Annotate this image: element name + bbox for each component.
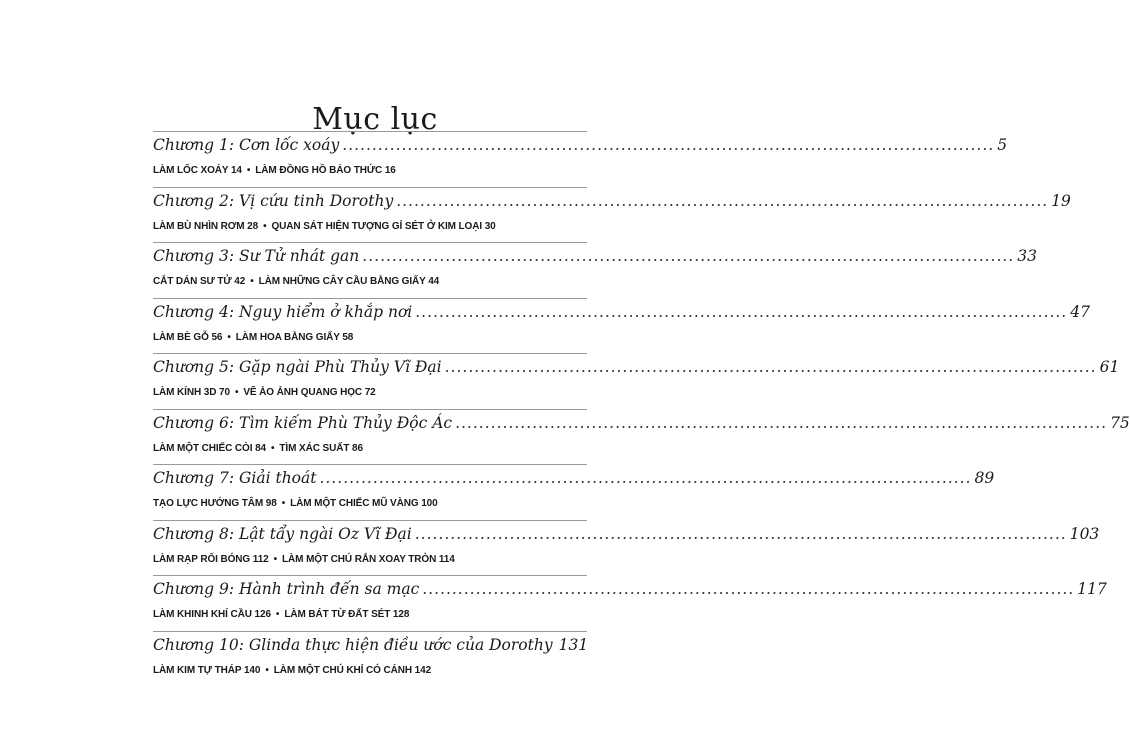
chapter-line[interactable] (153, 580, 1107, 598)
table-of-contents (153, 131, 1130, 686)
activity-item: LÀM BÙ NHÌN RƠM 28 (153, 220, 259, 232)
page-number: 19 (1051, 191, 1071, 210)
dot-leader: .............................................................................................................. (414, 524, 1067, 543)
toc-entry-chapter-6 (153, 409, 1130, 465)
activity-item: TÌM XÁC SUẤT 86 (279, 442, 363, 454)
activity-item: LÀM LỐC XOÁY 14 (153, 165, 242, 176)
toc-entry-chapter-8 (153, 520, 1100, 576)
activity-item: LÀM MỘT CHÚ RẮN XOAY TRÒN 114 (282, 553, 455, 565)
bullet-separator: • (263, 220, 267, 232)
bullet-separator: • (234, 387, 239, 398)
page-number: 75 (1110, 413, 1130, 432)
toc-entry-chapter-7 (153, 464, 995, 520)
page-number: 61 (1099, 358, 1120, 376)
bullet-separator: • (227, 331, 231, 343)
dot-leader: .............................................................................................................. (422, 580, 1075, 598)
activity-item: LÀM MỘT CHIẾC MŨ VÀNG 100 (290, 498, 438, 509)
page-title: Mục lục (312, 102, 438, 138)
activity-item: LÀM NHỮNG CÂY CẦU BẰNG GIẤY 44 (258, 276, 440, 287)
chapter-line[interactable] (153, 136, 1008, 154)
dot-leader: .............................................................................................................. (396, 191, 1049, 210)
bullet-separator: • (271, 442, 275, 454)
activity-item: LÀM KHINH KHÍ CẦU 126 (153, 609, 271, 620)
toc-entry-chapter-5 (153, 353, 1120, 409)
page-number: 89 (974, 469, 995, 487)
page-number: 103 (1069, 524, 1100, 543)
toc-entry-chapter-3 (153, 242, 1038, 298)
chapter-title: Chương 2: Vị cứu tinh Dorothy (153, 191, 394, 210)
chapter-activities (153, 443, 363, 454)
chapter-title: Chương 1: Cơn lốc xoáy (153, 136, 340, 154)
page-number: 131 (558, 635, 589, 654)
activity-item: LÀM KÍNH 3D 70 (153, 387, 230, 398)
activity-item: LÀM HOA BẰNG GIẤY 58 (235, 331, 354, 343)
chapter-activities (153, 665, 431, 676)
activity-item: QUAN SÁT HIỆN TƯỢNG GỈ SÉT Ở KIM LOẠI 30 (271, 220, 496, 232)
chapter-line[interactable] (153, 636, 587, 654)
dot-leader: .............................................................................................................. (319, 469, 972, 487)
chapter-activities (153, 165, 396, 176)
toc-entry-chapter-1 (153, 131, 1008, 187)
bullet-separator: • (265, 664, 269, 676)
activity-item: LÀM KIM TỰ THÁP 140 (153, 664, 261, 676)
bullet-separator: • (273, 553, 278, 565)
activity-item: TẠO LỰC HƯỚNG TÂM 98 (153, 498, 277, 509)
chapter-activities (153, 387, 376, 398)
dot-leader: .............................................................................................................. (455, 413, 1108, 432)
chapter-activities (153, 221, 496, 232)
activity-item: LÀM RẠP RỐI BÓNG 112 (153, 553, 269, 565)
dot-leader: .............................................................................................................. (415, 302, 1068, 321)
chapter-line[interactable] (153, 247, 1038, 265)
toc-entry-chapter-2 (153, 187, 1071, 243)
bullet-separator: • (281, 498, 286, 509)
chapter-line[interactable] (153, 469, 995, 487)
dot-leader: .............................................................................................................. (444, 358, 1097, 376)
chapter-title: Chương 6: Tìm kiếm Phù Thủy Độc Ác (153, 413, 453, 432)
dot-leader: .............................................................................................................. (362, 247, 1015, 265)
page-number: 47 (1070, 302, 1090, 321)
chapter-line[interactable] (153, 413, 1130, 432)
toc-entry-chapter-9 (153, 575, 1107, 631)
chapter-title: Chương 8: Lật tẩy ngài Oz Vĩ Đại (153, 524, 412, 543)
bullet-separator: • (275, 609, 280, 620)
activity-item: LÀM BÈ GỖ 56 (153, 331, 223, 343)
dot-leader: .............................................................................................................. (342, 136, 995, 154)
chapter-activities (153, 332, 353, 343)
activity-item: LÀM MỘT CHIẾC CÒI 84 (153, 442, 267, 454)
chapter-line[interactable] (153, 524, 1100, 543)
activity-item: VẼ ẢO ẢNH QUANG HỌC 72 (243, 387, 376, 398)
chapter-activities (153, 609, 409, 620)
page-number: 5 (997, 136, 1008, 154)
chapter-title: Chương 5: Gặp ngài Phù Thủy Vĩ Đại (153, 358, 442, 376)
page-number: 33 (1017, 247, 1038, 265)
chapter-activities (153, 498, 438, 509)
activity-item: CẮT DÁN SƯ TỬ 42 (153, 276, 246, 287)
activity-item: LÀM MỘT CHÚ KHỈ CÓ CÁNH 142 (273, 664, 432, 676)
chapter-title: Chương 3: Sư Tử nhát gan (153, 247, 360, 265)
bullet-separator: • (250, 276, 254, 287)
chapter-title: Chương 4: Nguy hiểm ở khắp nơi (153, 302, 413, 321)
activity-item: LÀM BÁT TỪ ĐẤT SÉT 128 (284, 609, 410, 620)
bullet-separator: • (246, 165, 251, 176)
activity-item: LÀM ĐỒNG HỒ BÁO THỨC 16 (255, 165, 396, 176)
toc-entry-chapter-4 (153, 298, 1090, 354)
chapter-line[interactable] (153, 358, 1120, 376)
toc-entry-chapter-10 (153, 631, 587, 687)
chapter-line[interactable] (153, 302, 1090, 321)
chapter-activities (153, 276, 439, 287)
page-number: 117 (1077, 580, 1107, 598)
chapter-title: Chương 7: Giải thoát (153, 469, 317, 487)
chapter-title: Chương 10: Glinda thực hiện điều ước của Dorothy (153, 635, 553, 654)
chapter-line[interactable] (153, 191, 1071, 210)
chapter-activities (153, 554, 455, 565)
chapter-title: Chương 9: Hành trình đến sa mạc (153, 580, 420, 598)
